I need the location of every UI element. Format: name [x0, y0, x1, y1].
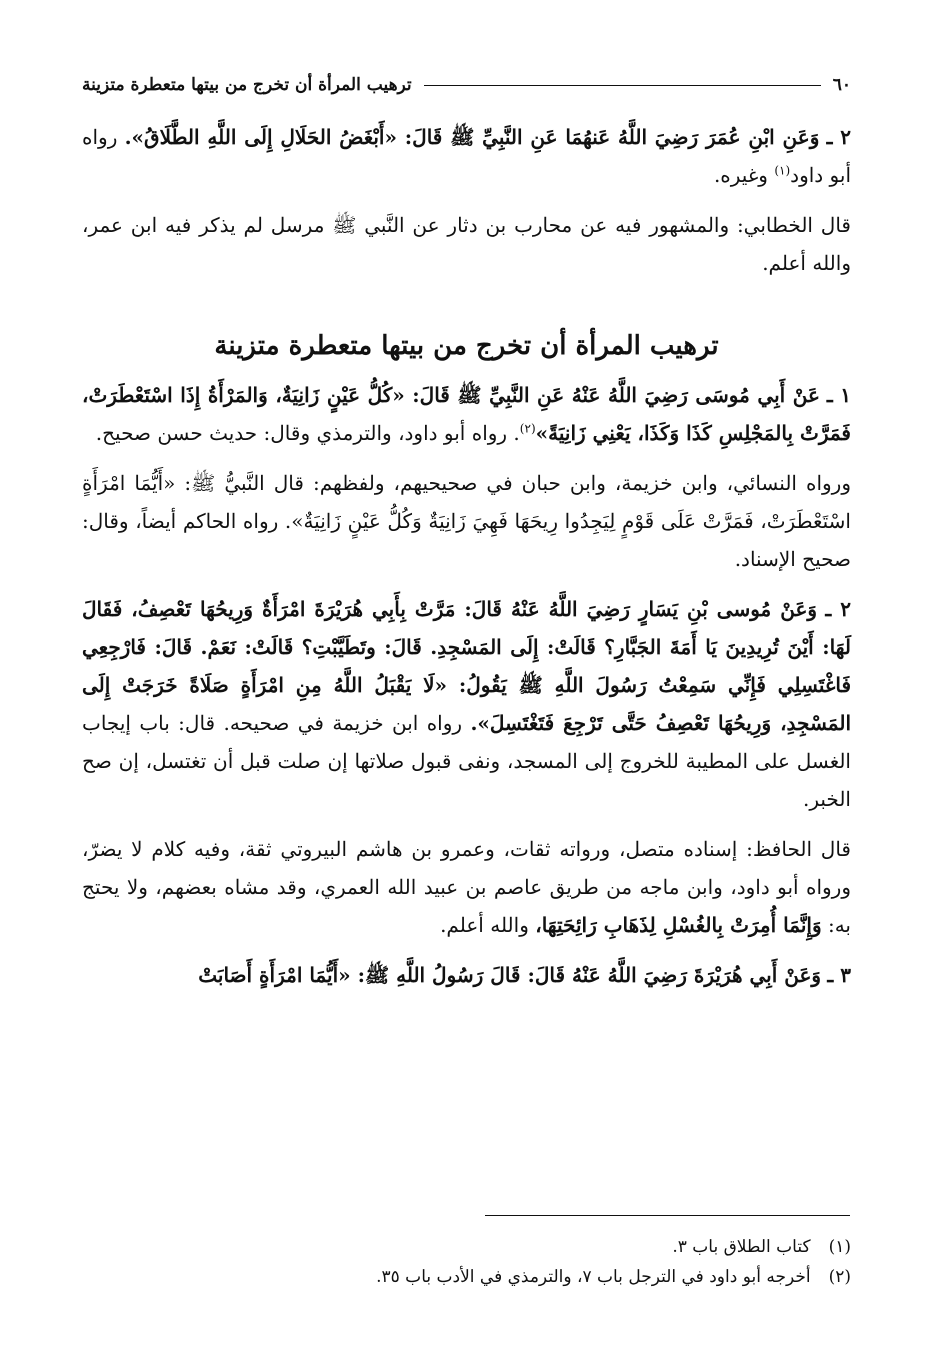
running-title: ترهيب المرأة أن تخرج من بيتها متعطرة متزينة [82, 75, 412, 95]
hadith-text: وَعَنْ مُوسى بْنِ يَسَارٍ رَضِيَ اللَّهُ عَنْهُ قَالَ: مَرَّتْ بِأَبِي هُرَيْرَةَ امْرَأَةٌ وَرِيحُهَا تَعْصِفُ، فَقَالَ لَهَا: أَيْنَ تُرِيدِينَ يَا أَمَةَ الجَبَّارِ؟ قَالَتْ: إِلَى المَسْجِدِ. قَالَ: وتَطَيَّبْتِ؟ قَالَتْ: نَعَمْ. قَالَ: فَارْجِعِي فَاغْتَسِلِي فَإِنِّي سَمِعْتُ رَسُولَ اللَّهِ ﷺ يَقُولُ: «لَا يَقْبَلُ اللَّهُ مِنِ امْرَأَةٍ صَلَاةً خَرَجَتْ إِلَى المَسْجِدِ، وَرِيحُهَا تَعْصِفُ حَتَّى تَرْجِعَ فَتَغْتَسِلَ». [82, 597, 852, 735]
commentary-tail: والله أعلم. [440, 913, 529, 937]
page-body [82, 118, 851, 1006]
footnote-text: أخرجه أبو داود في الترجل باب ٧، والترمذي في الأدب باب ٣٥. [376, 1267, 811, 1287]
paragraph-hadith-2 [82, 118, 851, 194]
footnote-item [82, 1232, 851, 1262]
hadith-number: ٣ ـ [827, 963, 851, 987]
paragraph-khattabi: قال الخطابي: والمشهور فيه عن محارب بن دثار عن النَّبي ﷺ مرسل لم يذكر فيه ابن عمر، والله أعلم. [82, 213, 851, 275]
page-number: ٦٠ [832, 75, 851, 95]
hadith-number: ٢ ـ [825, 597, 852, 621]
commentary-text: قال الحافظ: إسناده متصل، ورواته ثقات، وعمرو بن هاشم البيروتي ثقة، وفيه كلام لا يضرّ، ورواه أبو داود، وابن ماجه من طريق عاصم بن عبيد الله العمري، وقد مشاه بعضهم، ولا يحتج به: [82, 837, 851, 937]
paragraph-hafiz [82, 830, 851, 944]
hadith-number: ٢ ـ [826, 125, 852, 149]
hadith-number: ١ ـ [826, 383, 852, 407]
running-header [82, 70, 851, 100]
hadith-text: وَعَنْ أَبِي هُرَيْرَةَ رَضِيَ اللَّهُ عَنْهُ قَالَ: قَالَ رَسُولُ اللَّهِ ﷺ: «أَيُّمَا امْرَأَةٍ أَصَابَتْ [198, 963, 822, 987]
section-heading: ترهيب المرأة أن تخرج من بيتها متعطرة متزينة [214, 331, 719, 361]
quote-text: وَإِنَّمَا أُمِرَتْ بِالغُسْلِ لِذَهَابِ رَائِحَتِهَا، [535, 913, 822, 937]
hadith-text: وَعَنِ ابْنِ عُمَرَ رَضِيَ اللَّهُ عَنهُمَا عَنِ النَّبِيِّ ﷺ قَالَ: «أَبْغَضُ الحَلَالِ إِلَى اللَّهِ الطَّلَاقُ». [124, 125, 820, 149]
hadith-text: عَنْ أَبِي مُوسَى رَضِيَ اللَّهُ عَنْهُ عَنِ النَّبِيِّ ﷺ قَالَ: «كُلُّ عَيْنٍ زَانِيَةٌ، وَالمَرْأَةُ إِذَا اسْتَعْطَرَتْ، فَمَرَّتْ بِالمَجْلِسِ كَذَا وَكَذَا، يَعْنِي زَانِيَةً» [82, 383, 851, 445]
footnote-text: كتاب الطلاق باب ٣. [672, 1237, 811, 1257]
source-tail: رواه ابن خزيمة في صحيحه. قال: باب إيجاب الغسل على المطيبة للخروج إلى المسجد، ونفى قبول صلاتها إن صلت قبل أن تغتسل، إن صح الخبر. [82, 711, 851, 811]
footnote-rule [485, 1215, 850, 1216]
source-tail: وغيره. [713, 163, 768, 187]
header-rule [424, 85, 821, 86]
footnotes [82, 1232, 851, 1292]
footnote-mark: (١) [774, 163, 791, 178]
footnote-number: (١) [828, 1237, 851, 1257]
paragraph-hadith-2b [82, 590, 851, 818]
paragraph-hadith-3 [82, 956, 851, 994]
paragraph-hadith-1 [82, 376, 851, 452]
source-tail: . رواه أبو داود، والترمذي وقال: حديث حسن صحيح. [95, 421, 520, 445]
footnote-number: (٢) [828, 1267, 851, 1287]
footnote-item [82, 1262, 851, 1292]
source-text: رواه أبو داود [82, 125, 851, 187]
paragraph-nasai: ورواه النسائي، وابن خزيمة، وابن حبان في صحيحيهم، ولفظهم: قال النَّبيُّ ﷺ: «أَيُّمَا امْرَأَةٍ اسْتَعْطَرَتْ، فَمَرَّتْ عَلَى قَوْمٍ لِيَجِدُوا رِيحَهَا فَهِيَ زَانِيَةٌ وَكُلُّ عَيْنٍ زَانِيَةٌ». رواه الحاكم أيضاً، وقال: صحيح الإسناد. [82, 471, 851, 571]
footnote-mark: (٢) [519, 421, 536, 436]
